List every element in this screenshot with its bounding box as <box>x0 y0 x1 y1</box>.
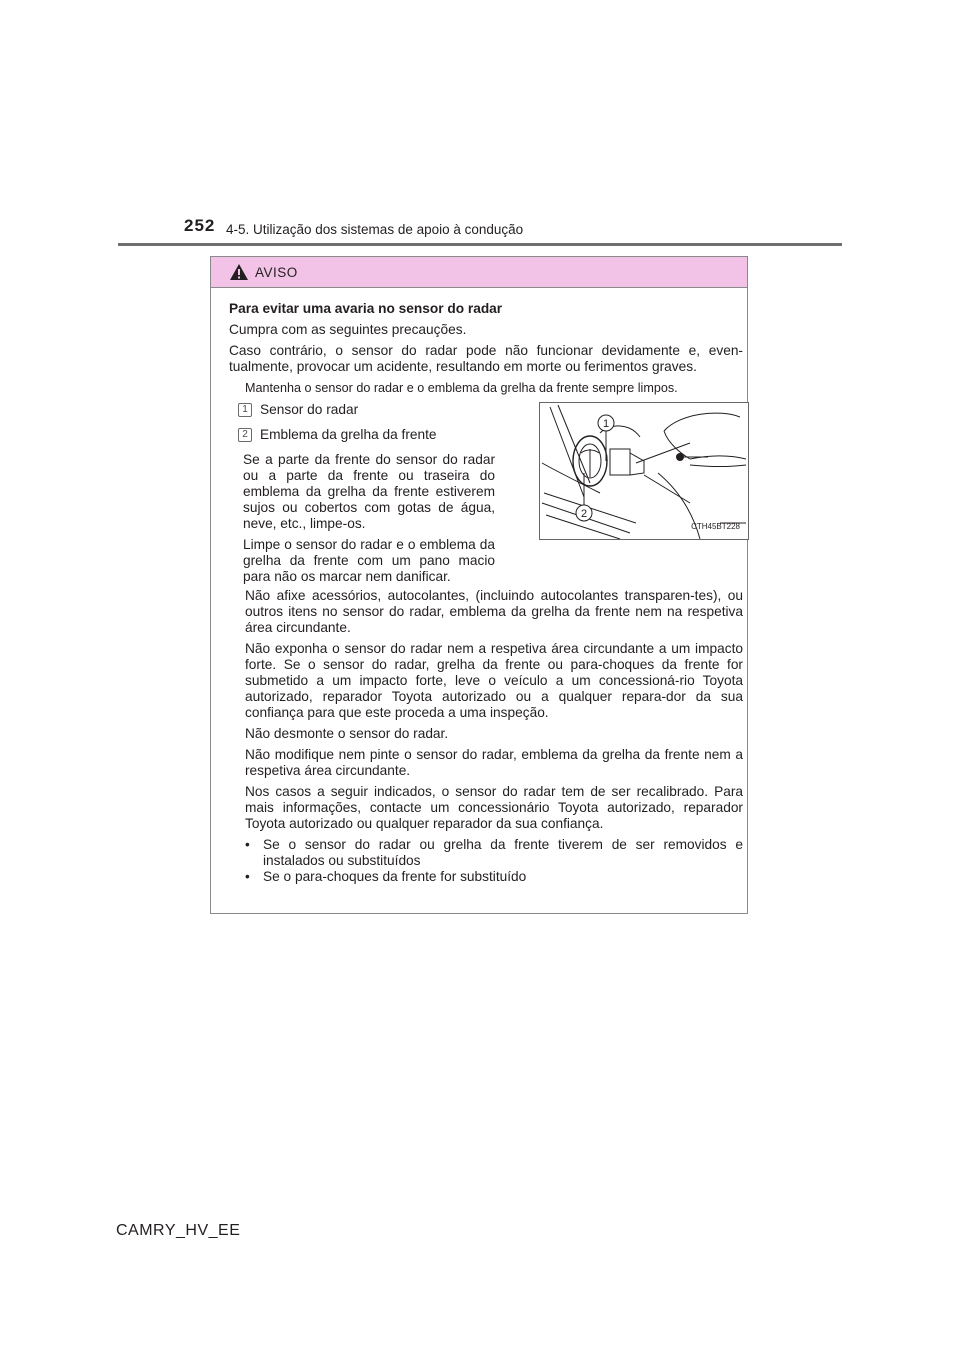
intro-text-2: Caso contrário, o sensor do radar pode não funcionar devidamente e, even-tualmente, provocar um acidente, resultando em morte ou ferimentos graves. <box>229 343 743 374</box>
callout-item <box>229 427 495 443</box>
sensor-inline-section <box>229 402 743 588</box>
no-accessories-paragraph: Não afixe acessórios, autocolantes, (incluindo autocolantes transparen-tes), ou outros itens no sensor do radar, emblema da grelha da frente nem na respetiva área circundante. <box>245 588 743 635</box>
callout-number: 2 <box>238 428 252 442</box>
figure-callout-2: 2 <box>580 508 588 520</box>
recalibrate-paragraph: Nos casos a seguir indicados, o sensor do radar tem de ser recalibrado. Para mais informações, contacte um concessionário Toyota autorizado, reparador Toyota autorizado ou qualquer reparador da sua confiança. <box>245 784 743 831</box>
footer-model: CAMRY_HV_EE <box>116 1222 241 1239</box>
warning-heading: Para evitar uma avaria no sensor do radar <box>229 301 503 316</box>
page-number: 252 <box>184 216 216 235</box>
warning-triangle-icon <box>229 263 249 281</box>
warning-box <box>210 256 748 914</box>
bullet-symbol: • <box>245 837 250 852</box>
warning-label: AVISO <box>255 264 298 280</box>
warning-content <box>229 301 743 885</box>
warning-header <box>211 257 747 288</box>
callout-label: Sensor do radar <box>260 402 359 417</box>
header-rule <box>118 243 842 246</box>
dirty-sensor-paragraph: Se a parte da frente do sensor do radar ou a parte da frente ou traseira do emblema da grelha da frente estiverem sujos ou cobertos com gotas de água, neve, etc., limpe-os. <box>243 452 495 531</box>
callout-list <box>229 402 495 590</box>
callout-item <box>229 402 495 418</box>
bullet-item <box>245 869 743 885</box>
intro-text-1: Cumpra com as seguintes precauções. <box>229 322 467 337</box>
section-title: 4-5. Utilização dos sistemas de apoio à condução <box>226 222 524 237</box>
recalibrate-bullet-list <box>229 837 743 885</box>
bullet-item <box>245 837 743 869</box>
clean-cloth-paragraph: Limpe o sensor do radar e o emblema da grelha da frente com um pano macio para não os marcar nem danificar. <box>243 537 495 584</box>
keep-clean-item: Mantenha o sensor do radar e o emblema da grelha da frente sempre limpos. <box>245 381 678 395</box>
no-disassemble-paragraph: Não desmonte o sensor do radar. <box>245 726 449 741</box>
figure-callout-1: 1 <box>602 418 610 430</box>
no-modify-paragraph: Não modifique nem pinte o sensor do radar, emblema da grelha da frente nem a respetiva área circundante. <box>245 747 743 778</box>
callout-label: Emblema da grelha da frente <box>260 427 437 442</box>
callout-number: 1 <box>238 403 252 417</box>
no-impact-paragraph: Não exponha o sensor do radar nem a respetiva área circundante a um impacto forte. Se o sensor do radar, grelha da frente ou para-choques da frente for submetido a um impacto forte, leve o veículo a um concessioná-rio Toyota autorizado, reparador Toyota autorizado ou a qualquer repara-dor da sua confiança para que este proceda a uma inspeção. <box>245 641 743 720</box>
bullet-symbol: • <box>245 869 250 884</box>
bullet-text: Se o sensor do radar ou grelha da frente tiverem de ser removidos e instalados ou substituídos <box>263 837 743 868</box>
figure-code: CTH45BT228 <box>691 522 740 531</box>
radar-sensor-figure <box>539 402 749 540</box>
bullet-text: Se o para-choques da frente for substituído <box>263 869 527 884</box>
